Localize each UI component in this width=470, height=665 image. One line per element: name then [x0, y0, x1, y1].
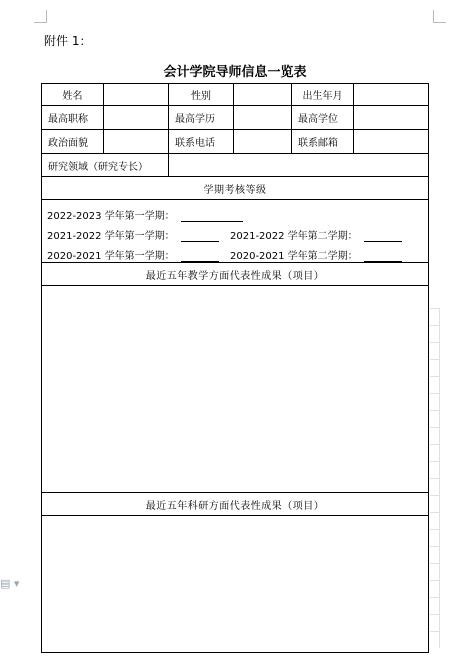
teaching-results-input[interactable] [42, 286, 428, 492]
assessment-title: 学期考核等级 [203, 184, 267, 196]
title-field[interactable] [104, 106, 169, 129]
research-results-area[interactable] [42, 516, 428, 652]
term-row-2 [47, 224, 423, 244]
table-resize-guides [430, 308, 440, 648]
term-2021-2022-1 [47, 227, 230, 242]
degree-field[interactable] [354, 106, 428, 129]
birth-field[interactable] [354, 84, 428, 105]
term-grade-blank[interactable] [364, 251, 402, 262]
term-label: 2021-2022 学年第二学期： [230, 230, 358, 242]
research-results-input[interactable] [42, 516, 428, 652]
birth-label: 出生年月 [292, 84, 354, 105]
political-label: 政治面貌 [42, 130, 104, 153]
form-title: 会计学院导师信息一览表 [163, 65, 307, 80]
phone-field[interactable] [234, 130, 292, 153]
attachment-label: 附件 1： [44, 34, 92, 48]
term-grade-blank[interactable] [181, 251, 219, 262]
degree-label: 最高学位 [292, 106, 354, 129]
assessment-terms [42, 200, 428, 262]
email-label: 联系邮箱 [292, 130, 354, 153]
term-label: 2022-2023 学年第一学期： [47, 210, 175, 222]
research-results-title: 最近五年科研方面代表性成果（项目） [145, 500, 325, 512]
gender-field[interactable] [234, 84, 292, 105]
teaching-header-row [42, 263, 428, 286]
name-label: 姓名 [42, 84, 104, 105]
mentor-info-table [41, 83, 429, 653]
phone-label: 联系电话 [169, 130, 234, 153]
political-field[interactable] [104, 130, 169, 153]
term-grade-blank[interactable] [364, 231, 402, 242]
page-corner-mark-left [34, 10, 47, 23]
assessment-header-row [42, 177, 428, 200]
term-grade-blank[interactable] [181, 211, 243, 222]
document-icon[interactable]: ▤ ▾ [0, 577, 20, 590]
research-field-input[interactable] [169, 154, 428, 176]
table-row-title [42, 106, 428, 130]
term-label: 2021-2022 学年第一学期： [47, 230, 175, 242]
table-row-research [42, 154, 428, 177]
term-2022-2023-1 [47, 207, 243, 222]
term-2020-2021-1 [47, 247, 230, 262]
term-label: 2020-2021 学年第一学期： [47, 250, 175, 262]
term-2020-2021-2 [230, 247, 402, 262]
research-header-row [42, 493, 428, 516]
name-field[interactable] [104, 84, 169, 105]
teaching-results-area[interactable] [42, 286, 428, 493]
table-row-contact [42, 130, 428, 154]
term-2021-2022-2 [230, 227, 402, 242]
teaching-results-title: 最近五年教学方面代表性成果（项目） [145, 270, 325, 282]
page-corner-mark-right [433, 10, 446, 23]
assessment-terms-row [42, 200, 428, 263]
education-label: 最高学历 [169, 106, 234, 129]
term-label: 2020-2021 学年第二学期： [230, 250, 358, 262]
education-field[interactable] [234, 106, 292, 129]
research-field-label: 研究领域（研究专长） [42, 154, 169, 176]
term-grade-blank[interactable] [181, 231, 219, 242]
table-row-name [42, 84, 428, 106]
term-row-3 [47, 244, 423, 264]
email-field[interactable] [354, 130, 428, 153]
term-row-1 [47, 204, 423, 224]
title-label: 最高职称 [42, 106, 104, 129]
gender-label: 性别 [169, 84, 234, 105]
